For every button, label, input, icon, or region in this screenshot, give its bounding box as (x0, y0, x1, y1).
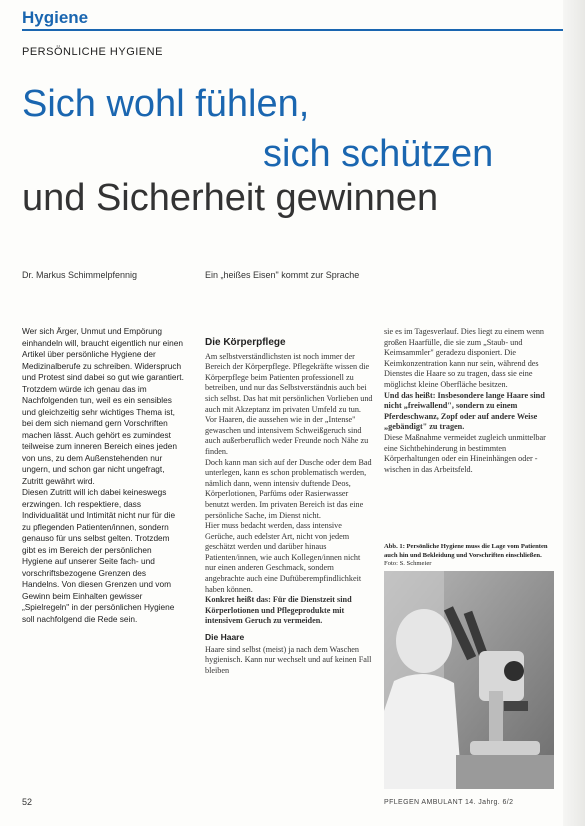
journal-footer: PFLEGEN AMBULANT 14. Jahrg. 6/2 (384, 799, 514, 806)
paragraph: Diese Maßnahme vermeidet zugleich unmittelbar eine Sichtbehinderung in bestimmten Körperhaltungen oder ein Hineinhängen oder -wischen in das Arbeitsfeld. (384, 432, 546, 474)
emphasis-paragraph: Konkret heißt das: Für die Dienstzeit sind Körperlotionen und Pflegeprodukte mit intensivem Geruch zu vermeiden. (205, 595, 352, 626)
paragraph: Am selbstverständlichsten ist noch immer der Bereich der Körperpflege. Pflegekräfte wissen die Körperpflege beim Patienten professionell zu betreiben, und nur das Selbstverständnis auch bei sich selbst. Das hat mit persönlichen Vorlieben und auch mit Akzeptanz im privaten Umfeld zu tun. Vor Haaren, die aussehen wie in der „Intense" gewaschen und intensivem Schweißgeruch sind auch außerberuflich weder Freunde noch Nähe zu finden. (205, 351, 373, 456)
headline-line-2: sich schützen (263, 133, 494, 175)
headline-line-1: Sich wohl fühlen, (22, 83, 310, 125)
kicker: PERSÖNLICHE HYGIENE (22, 46, 163, 58)
author-byline: Dr. Markus Schimmelpfennig (22, 270, 138, 280)
caption-text: Abb. 1: Persönliche Hygiene muss die Lage vom Patienten auch hin und Bekleidung und Vorschriften einschließen. (384, 543, 548, 559)
paragraph: Diesen Zutritt will ich dabei keineswegs erzwingen. Ich respektiere, dass Individualität und Intimität nicht nur für die zu pflegenden Patienten/innen, sondern genauso für uns selbst gelten. Trotzdem gibt es im Bereich der persönlichen Hygiene auf unserer Seite fach- und vorschriftsbezogene Grenzen des Handelns. Von diesen Grenzen und vom Gewinn beim Einhalten gewisser „Spielregeln" in der persönlichen Hygiene soll nachfolgend die Rede sein. (22, 487, 176, 624)
photo-caption (384, 543, 554, 569)
page-number: 52 (22, 797, 33, 807)
paragraph: Wer sich Ärger, Unmut und Empörung einhandeln will, braucht eigentlich nur einen Artikel über persönliche Hygiene der Medizinalberufe zu schreiben. Widerspruch und Protest sind dabei so gut wie garantiert. Trotzdem würde ich genau das im Nachfolgenden tun, weil es ein sensibles und gleichzeitig sehr wichtiges Thema ist, bei dem sich niemand gern Vorschriften machen lässt. Auch gehört es zumindest teilweise zum inneren Bereich eines jeden von uns, zu dem Außenstehenden nur ungern, und schon gar nicht ungefragt, Zutritt gewährt wird. (22, 326, 184, 486)
subheading-koerperpflege: Die Körperpflege (205, 337, 286, 348)
headline-line-3: und Sicherheit gewinnen (22, 177, 439, 219)
paragraph: Doch kann man sich auf der Dusche oder dem Bad unterlegen, kann es schon problematisch werden, nämlich dann, wenn intensiv duftende Deos, Körperlotionen, Parfüms oder Rasierwasser benutzt werden. Im privaten Bereich ist das eine persönliche Sache, im Dienst nicht. (205, 457, 372, 520)
paragraph: sie es im Tagesverlauf. Dies liegt zu einem wenn großen Haarfülle, die sie zum „Staub- und Keimsammler" geradezu disponiert. Die Keimkonzentration kann nur sein, während des Dienstes die Haare so zu tragen, dass sie eine möglichst kleine Oberfläche besitzen. (384, 327, 545, 389)
paragraph: Hier muss bedacht werden, dass intensive Gerüche, auch edelster Art, nicht von jedem geschätzt werden und darüber hinaus Patienten/innen, wie auch Kollegen/innen nicht nur einen anderen Geschmack, sondern angebrachte auch eine Duftüberempfindlichkeit haben können. (205, 521, 362, 594)
section-divider (22, 29, 564, 31)
paragraph: Haare sind selbst (meist) ja nach dem Waschen hygienisch. Kann nur wechselt und auf keinen Fall bleiben (205, 644, 372, 675)
article-column-2 (205, 338, 373, 676)
microscope-image (384, 571, 554, 789)
article-tagline: Ein „heißes Eisen" kommt zur Sprache (205, 270, 360, 280)
section-label: Hygiene (22, 8, 89, 27)
page-edge (563, 0, 585, 826)
photo-credit: Foto: S. Schmeier (384, 560, 432, 567)
article-column-1 (22, 326, 184, 625)
article-column-3 (384, 327, 554, 475)
emphasis-paragraph: Und das heißt: Insbesondere lange Haare sind nicht „freiwallend", sondern zu einem Pferdeschwanz, Zopf oder auf andere Weise „gebändigt" zu tragen. (384, 390, 545, 432)
microscope-photo (384, 571, 554, 789)
subheading-haare: Die Haare (205, 632, 245, 643)
